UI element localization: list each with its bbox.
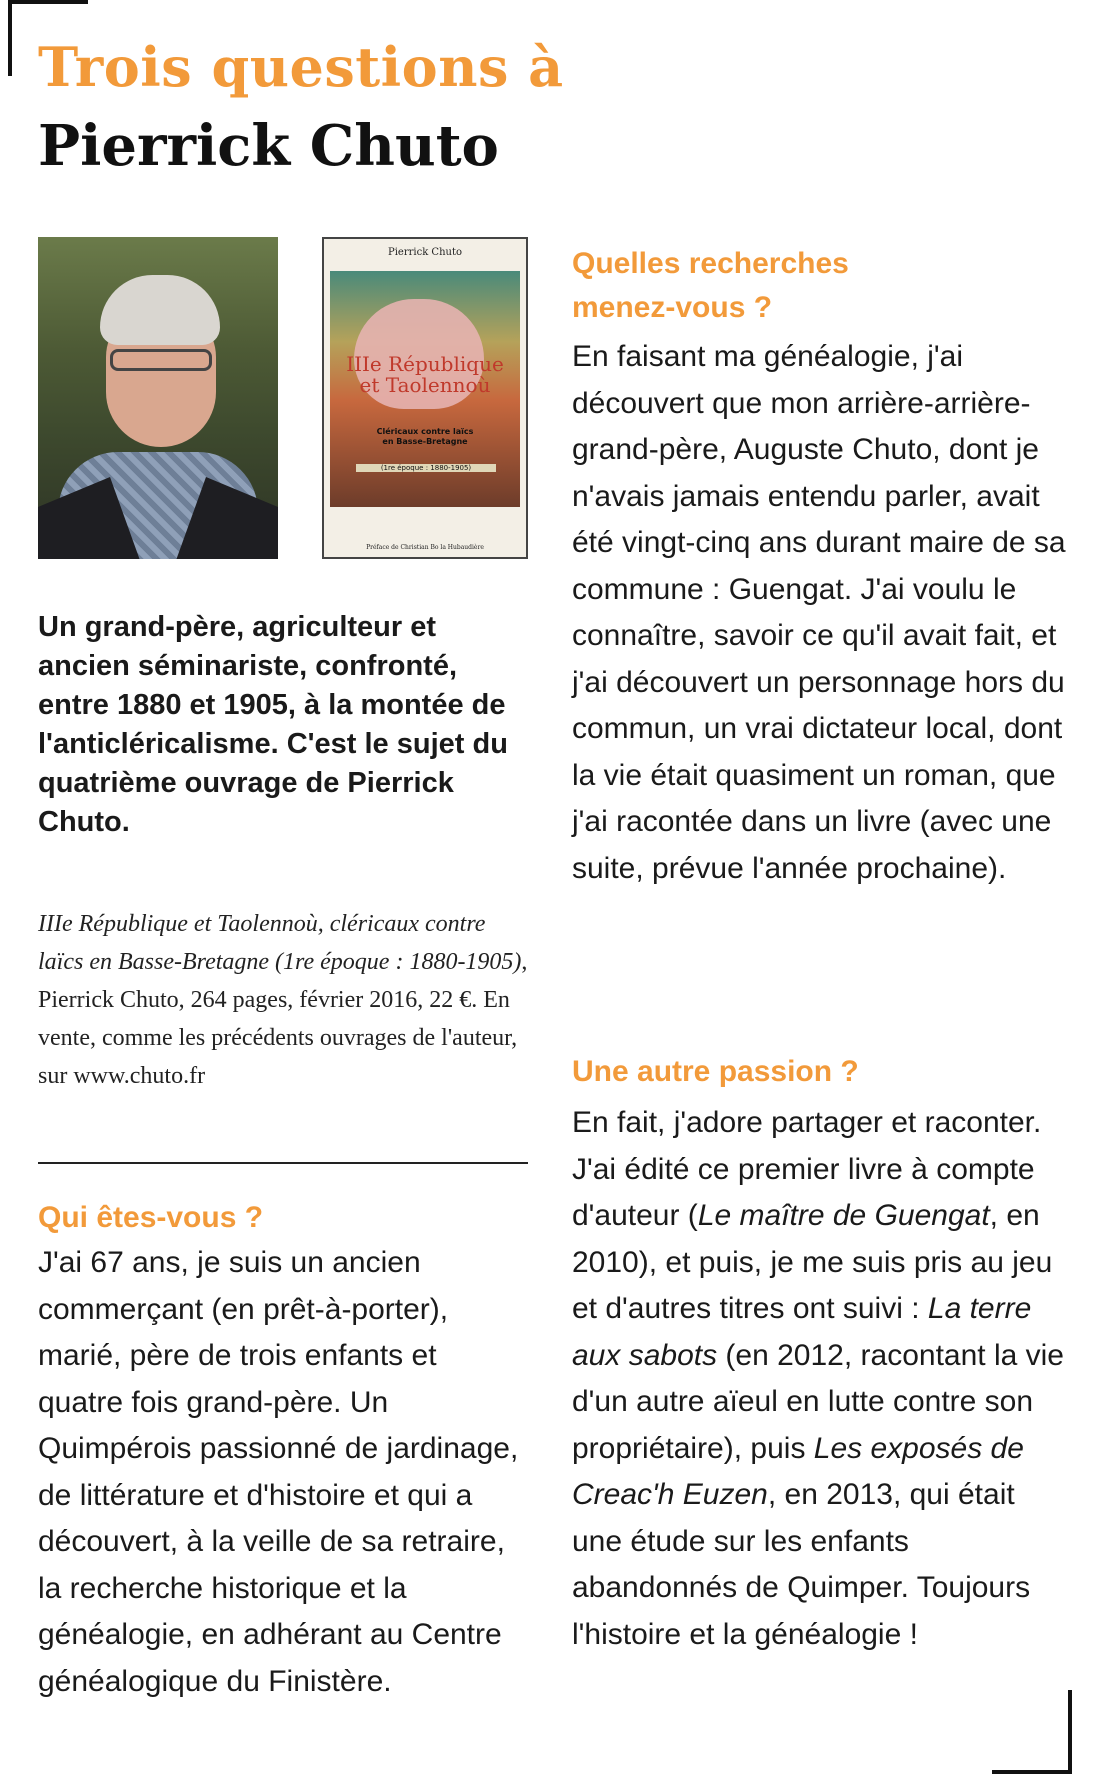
cover-title: IIIe République et Taolennoù [346, 352, 504, 397]
cover-subtitle: Cléricaux contre laïcs en Basse-Bretagne [376, 427, 474, 447]
answer-who-are-you: J'ai 67 ans, je suis un ancien commerçant (en prêt-à-porter), marié, père de trois enfants et quatre fois grand-père. Un Quimpérois passionné de jardinage, de littérature et d'histoire et qui a découvert, à la veille de sa retraire, la recherche historique et la généalogie, en adhérant au Centre généalogique du Finistère. [38, 1246, 519, 1698]
book-title-terre-aux-sabots: La terre aux sabots [572, 1292, 1032, 1372]
divider-line [38, 1162, 528, 1164]
author-portrait-photo [38, 237, 278, 559]
question-research: Quelles recherches menez-vous ? [572, 247, 849, 324]
intro-lede: Un grand-père, agriculteur et ancien séminariste, confronté, entre 1880 et 1905, à la montée de l'anticléricalisme. C'est le sujet du quatrième ouvrage de Pierrick Chuto. [38, 611, 508, 838]
book-title-exposes-creach-euzen: Les exposés de Creac'h Euzen [572, 1431, 1024, 1511]
cover-author: Pierrick Chuto [387, 247, 462, 258]
crop-mark-bottom-right-vertical [1068, 1690, 1072, 1774]
book-reference-title: IIIe République et Taolennoù, cléricaux contre laïcs en Basse-Bretagne (1re époque : 1880-1905) [38, 911, 522, 975]
answer-research: En faisant ma généalogie, j'ai découvert que mon arrière-arrière-grand-père, Auguste Chuto, dont je n'avais jamais entendu parler, avait été vingt-cinq ans durant maire de sa commune : Guengat. J'ai voulu le connaître, savoir ce qu'il avait fait, et j'ai découvert un personnage hors du commun, un vrai dictateur local, dont la vie était quasiment un roman, que j'ai racontée dans un livre (avec une suite, prévue l'année prochaine). [572, 340, 1066, 885]
headline-name: Pierrick Chuto [38, 113, 499, 179]
question-other-passion: Une autre passion ? [572, 1055, 859, 1088]
book-reference [38, 905, 528, 1095]
crop-mark-top-left-horizontal [8, 0, 88, 4]
cover-preface: Préface de Christian Bo la Hubaudière [366, 544, 484, 551]
answer-other-passion: En fait, j'adore partager et raconter. J'ai édité ce premier livre à compte d'auteur (Le maître de Guengat, en 2010), et puis, je me suis pris au jeu et d'autres titres ont suivi : La terre aux sabots (en 2012, racontant la vie d'un autre aïeul en lutte contre son propriétaire), puis Les exposés de Creac'h Euzen, en 2013, qui était une étude sur les enfants abandonnés de Quimper. Toujours l'histoire et la généalogie ! [572, 1106, 1064, 1651]
book-title-maitre-de-guengat: Le maître de Guengat [697, 1199, 990, 1232]
headline-orange: Trois questions à [38, 35, 564, 99]
crop-mark-top-left-vertical [8, 0, 12, 76]
book-cover-image [322, 237, 528, 559]
cover-epoch: (1re époque : 1880-1905) [356, 464, 496, 472]
crop-mark-bottom-right-horizontal [992, 1770, 1072, 1774]
book-reference-details: , Pierrick Chuto, 264 pages, février 2016, 22 €. En vente, comme les précédents ouvrages de l'auteur, sur www.chuto.fr [38, 949, 528, 1089]
question-who-are-you: Qui êtes-vous ? [38, 1201, 264, 1234]
